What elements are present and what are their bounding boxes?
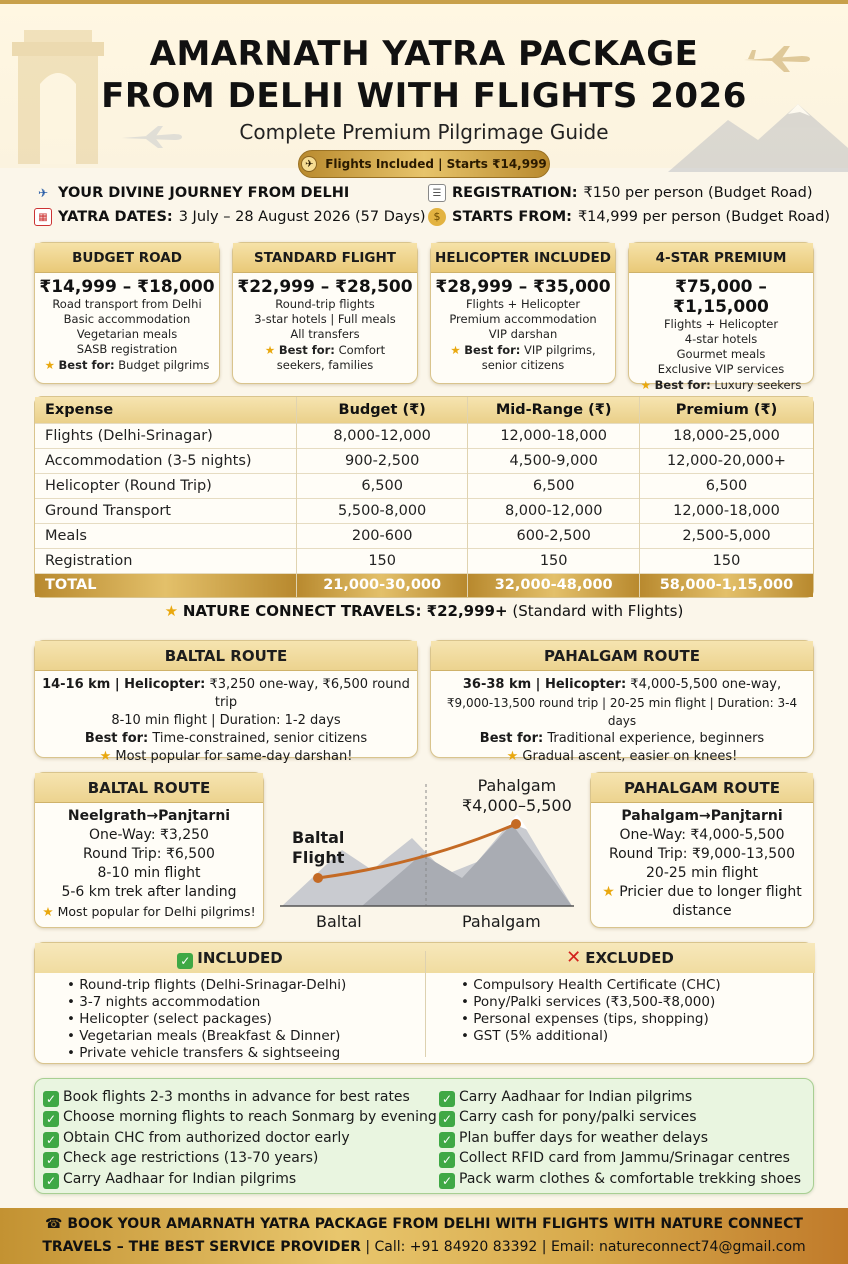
list-item: • Personal expenses (tips, shopping) <box>461 1011 721 1028</box>
table-row <box>35 448 813 473</box>
column-header: Expense <box>35 397 296 423</box>
included-excluded-box <box>34 942 814 1064</box>
list-item: • Vegetarian meals (Breakfast & Dinner) <box>67 1028 346 1045</box>
table-cell: 18,000-25,000 <box>639 423 813 448</box>
check-icon: ✓ <box>439 1173 455 1189</box>
package-feature: VIP darshan <box>488 327 558 341</box>
page-subtitle: Complete Premium Pilgrimage Guide <box>239 120 609 144</box>
route-oneway: One-Way: ₹4,000-5,500 <box>619 827 785 843</box>
airplane-icon: ✈ <box>301 156 317 172</box>
table-cell: 12,000-20,000+ <box>639 448 813 473</box>
package-card-standard <box>232 242 418 384</box>
check-icon: ✓ <box>43 1132 59 1148</box>
phone-icon: ☎ <box>45 1216 63 1232</box>
route-line: ★ Most popular for same-day darshan! <box>99 749 353 764</box>
route-line: ₹9,000-13,500 round trip | 20-25 min flight | Duration: 3-4 days <box>446 696 798 728</box>
package-best-for: ★ Best for: Comfort <box>264 343 386 357</box>
package-feature: Road transport from Delhi <box>52 297 202 311</box>
column-header: Budget (₹) <box>296 397 468 423</box>
package-price: ₹75,000 – ₹1,15,000 <box>673 277 769 317</box>
calendar-icon: ▦ <box>34 208 52 226</box>
route-line: Best for: Time-constrained, senior citizens <box>84 731 368 746</box>
route-note: ★ Most popular for Delhi pilgrims! <box>42 904 256 919</box>
included-list <box>67 977 346 1062</box>
route-line: 8-10 min flight | Duration: 1-2 days <box>111 713 341 728</box>
tip-item: ✓ Collect RFID card from Jammu/Srinagar centres <box>439 1148 801 1168</box>
package-feature: Flights + Helicopter <box>465 297 581 311</box>
table-cell: 58,000-1,15,000 <box>639 573 813 597</box>
route-line: 14-16 km | Helicopter: ₹3,250 one-way, ₹6,500 round trip <box>42 677 410 710</box>
check-icon: ✓ <box>439 1091 455 1107</box>
axis-label-baltal: Baltal <box>316 912 362 931</box>
tip-item: ✓ Carry cash for pony/palki services <box>439 1107 801 1127</box>
tip-item: ✓ Carry Aadhaar for Indian pilgrims <box>439 1087 801 1107</box>
star-icon: ★ <box>506 749 519 764</box>
tips-right-column <box>439 1087 801 1189</box>
package-feature: All transfers <box>290 327 360 341</box>
registration-info <box>428 184 813 202</box>
package-feature: Gourmet meals <box>676 347 766 361</box>
table-cell: 32,000-48,000 <box>468 573 640 597</box>
route-line: 36-38 km | Helicopter: ₹4,000-5,500 one-way, <box>462 677 782 692</box>
tip-item: ✓ Choose morning flights to reach Sonmarg by evening <box>43 1107 437 1127</box>
table-cell: Ground Transport <box>35 498 296 523</box>
footer-line2: TRAVELS – THE BEST SERVICE PROVIDER | Call: +91 84920 83392 | Email: natureconnect74@gmail.com <box>42 1239 806 1255</box>
journey-label: YOUR DIVINE JOURNEY FROM DELHI <box>58 185 350 201</box>
package-feature: Round-trip flights <box>275 297 375 311</box>
expense-table <box>34 396 814 598</box>
star-icon: ★ <box>164 602 179 620</box>
star-icon: ★ <box>450 343 461 357</box>
check-icon: ✓ <box>43 1152 59 1168</box>
axis-label-pahalgam: Pahalgam <box>462 912 541 931</box>
table-row <box>35 498 813 523</box>
check-icon: ✓ <box>439 1152 455 1168</box>
package-feature: 3-star hotels | Full meals <box>254 312 396 326</box>
package-best-for: ★ Best for: Budget pilgrims <box>44 358 210 372</box>
table-cell: Registration <box>35 548 296 573</box>
excluded-list <box>461 977 721 1045</box>
package-price: ₹22,999 – ₹28,500 <box>237 277 413 297</box>
check-icon: ✓ <box>43 1091 59 1107</box>
registration-label: REGISTRATION: <box>452 185 578 201</box>
package-best-for: ★ Best for: VIP pilgrims, <box>450 343 596 357</box>
check-icon: ✓ <box>43 1111 59 1127</box>
table-row <box>35 473 813 498</box>
route-flight: 20-25 min flight <box>646 865 758 881</box>
table-cell: Flights (Delhi-Srinagar) <box>35 423 296 448</box>
route-title: BALTAL ROUTE <box>35 773 263 803</box>
table-cell: 12,000-18,000 <box>639 498 813 523</box>
starts-info <box>428 208 830 226</box>
route-note: ★ Pricier due to longer flight <box>602 884 802 900</box>
table-cell: 8,000-12,000 <box>468 498 640 523</box>
package-card-helicopter <box>430 242 616 384</box>
excluded-heading: ✕ EXCLUDED <box>425 943 815 973</box>
package-feature: SASB registration <box>76 342 178 356</box>
table-cell: Helicopter (Round Trip) <box>35 473 296 498</box>
table-cell: 900-2,500 <box>296 448 468 473</box>
journey-info <box>34 184 349 202</box>
baltal-side-box <box>34 772 264 928</box>
check-icon: ✓ <box>43 1173 59 1189</box>
tip-item: ✓ Obtain CHC from authorized doctor early <box>43 1128 437 1148</box>
check-icon: ✓ <box>439 1111 455 1127</box>
tips-left-column <box>43 1087 437 1189</box>
header <box>0 0 848 171</box>
route-roundtrip: Round Trip: ₹9,000-13,500 <box>609 846 795 862</box>
route-title: BALTAL ROUTE <box>35 641 417 671</box>
star-icon: ★ <box>42 904 54 919</box>
route-roundtrip: Round Trip: ₹6,500 <box>83 846 215 862</box>
package-name: 4-STAR PREMIUM <box>629 243 813 273</box>
offer-label: NATURE CONNECT TRAVELS: ₹22,999+ <box>182 602 508 620</box>
contact-info[interactable]: | Call: +91 84920 83392 | Email: natureconnect74@gmail.com <box>365 1239 806 1255</box>
route-path: Neelgrath→Panjtarni <box>67 808 231 824</box>
route-flight: 8-10 min flight <box>97 865 201 881</box>
baltal-route-box <box>34 640 418 764</box>
dates-label: YATRA DATES: <box>58 209 173 225</box>
registration-value: ₹150 per person (Budget Road) <box>583 185 813 201</box>
route-path: Pahalgam→Panjtarni <box>621 808 783 824</box>
tip-item: ✓ Pack warm clothes & comfortable trekking shoes <box>439 1169 801 1189</box>
pahalgam-price-label: Pahalgam ₹4,000–5,500 <box>462 776 572 815</box>
route-line: Best for: Traditional experience, beginners <box>479 731 765 746</box>
badge-label: Flights Included | Starts ₹14,999 <box>325 157 547 171</box>
clipboard-icon: ☰ <box>428 184 446 202</box>
package-card-premium <box>628 242 814 392</box>
nature-connect-offer <box>0 602 848 620</box>
star-icon: ★ <box>99 749 112 764</box>
table-cell: TOTAL <box>35 573 296 597</box>
dates-info <box>34 208 426 226</box>
table-cell: 200-600 <box>296 523 468 548</box>
table-cell: Meals <box>35 523 296 548</box>
pahalgam-side-box <box>590 772 814 928</box>
table-cell: 8,000-12,000 <box>296 423 468 448</box>
column-header: Mid-Range (₹) <box>468 397 640 423</box>
table-row <box>35 548 813 573</box>
table-total-row <box>35 573 813 597</box>
package-card-budget <box>34 242 220 384</box>
pahalgam-route-box <box>430 640 814 764</box>
page-title-line2: FROM DELHI WITH FLIGHTS 2026 <box>101 76 747 116</box>
package-price: ₹14,999 – ₹18,000 <box>39 277 215 297</box>
package-name: HELICOPTER INCLUDED <box>431 243 615 273</box>
page-title-line1: AMARNATH YATRA PACKAGE <box>149 34 699 74</box>
star-icon: ★ <box>44 358 55 372</box>
starts-value: ₹14,999 per person (Budget Road) <box>577 209 830 225</box>
route-title: PAHALGAM ROUTE <box>591 773 813 803</box>
table-row <box>35 523 813 548</box>
package-best-for-cont: senior citizens <box>481 358 565 372</box>
package-name: BUDGET ROAD <box>35 243 219 273</box>
route-title: PAHALGAM ROUTE <box>431 641 813 671</box>
flights-included-badge <box>298 150 550 178</box>
dates-value: 3 July – 28 August 2026 (57 Days) <box>178 209 426 225</box>
cross-icon: ✕ <box>566 947 582 968</box>
tip-item: ✓ Check age restrictions (13-70 years) <box>43 1148 437 1168</box>
route-diagram <box>272 774 582 934</box>
list-item: • Round-trip flights (Delhi-Srinagar-Delhi) <box>67 977 346 994</box>
airplane-icon: ✈ <box>37 186 49 200</box>
tip-item: ✓ Carry Aadhaar for Indian pilgrims <box>43 1169 437 1189</box>
table-cell: 21,000-30,000 <box>296 573 468 597</box>
included-heading: ✓ INCLUDED <box>35 943 425 973</box>
table-cell: 6,500 <box>639 473 813 498</box>
footer-line1: ☎ BOOK YOUR AMARNATH YATRA PACKAGE FROM DELHI WITH FLIGHTS WITH NATURE CONNECT <box>45 1216 803 1232</box>
package-price: ₹28,999 – ₹35,000 <box>435 277 611 297</box>
package-best-for: ★ Best for: Luxury seekers <box>640 378 802 392</box>
money-bag-icon: $ <box>428 208 446 226</box>
table-cell: 2,500-5,000 <box>639 523 813 548</box>
table-cell: 600-2,500 <box>468 523 640 548</box>
offer-note: (Standard with Flights) <box>512 602 684 620</box>
table-cell: 150 <box>639 548 813 573</box>
table-cell: 6,500 <box>296 473 468 498</box>
table-row <box>35 423 813 448</box>
package-feature: Basic accommodation <box>63 312 191 326</box>
tip-item: ✓ Book flights 2-3 months in advance for best rates <box>43 1087 437 1107</box>
table-cell: 5,500-8,000 <box>296 498 468 523</box>
package-feature: Flights + Helicopter <box>663 317 779 331</box>
table-cell: 150 <box>296 548 468 573</box>
tip-item: ✓ Plan buffer days for weather delays <box>439 1128 801 1148</box>
package-feature: Exclusive VIP services <box>657 362 785 376</box>
table-cell: 6,500 <box>468 473 640 498</box>
star-icon: ★ <box>264 343 276 357</box>
list-item: • Helicopter (select packages) <box>67 1011 346 1028</box>
list-item: • Pony/Palki services (₹3,500-₹8,000) <box>461 994 721 1011</box>
table-cell: Accommodation (3-5 nights) <box>35 448 296 473</box>
baltal-flight-label: Baltal Flight <box>292 828 345 867</box>
divider <box>425 951 426 1057</box>
package-feature: Premium accommodation <box>449 312 597 326</box>
star-icon: ★ <box>602 884 615 900</box>
table-cell: 150 <box>468 548 640 573</box>
list-item: • 3-7 nights accommodation <box>67 994 346 1011</box>
package-name: STANDARD FLIGHT <box>233 243 417 273</box>
package-feature: Vegetarian meals <box>76 327 178 341</box>
route-oneway: One-Way: ₹3,250 <box>89 827 209 843</box>
route-line: ★ Gradual ascent, easier on knees! <box>506 749 738 764</box>
starts-label: STARTS FROM: <box>452 209 572 225</box>
column-header: Premium (₹) <box>639 397 813 423</box>
route-note-cont: distance <box>672 903 732 919</box>
table-header-row <box>35 397 813 423</box>
check-icon: ✓ <box>177 953 193 969</box>
list-item: • Compulsory Health Certificate (CHC) <box>461 977 721 994</box>
table-cell: 4,500-9,000 <box>468 448 640 473</box>
footer <box>0 1208 848 1264</box>
table-cell: 12,000-18,000 <box>468 423 640 448</box>
package-feature: 4-star hotels <box>684 332 758 346</box>
list-item: • GST (5% additional) <box>461 1028 721 1045</box>
check-icon: ✓ <box>439 1132 455 1148</box>
star-icon: ★ <box>640 378 651 392</box>
tips-box <box>34 1078 814 1194</box>
package-best-for-cont: seekers, families <box>276 358 374 372</box>
list-item: • Private vehicle transfers & sightseeing <box>67 1045 346 1062</box>
route-trek: 5-6 km trek after landing <box>61 884 237 900</box>
